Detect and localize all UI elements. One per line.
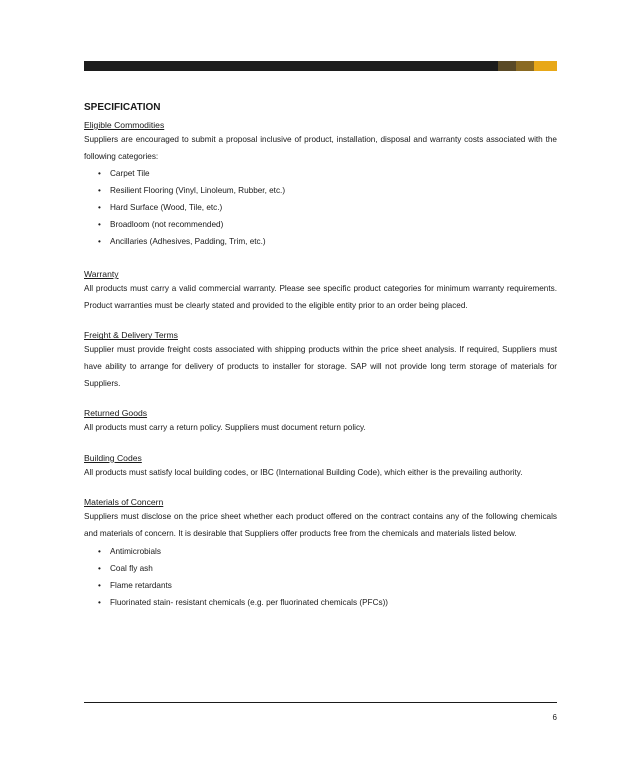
list-item: • Fluorinated stain- resistant chemicals (e.g. per fluorinated chemicals (PFCs)): [110, 594, 557, 611]
section-text: All products must carry a valid commercial warranty. Please see specific product categories for minimum warranty requirements. Product warranties must be clearly stated and provided to the eligible entity prior to an order being placed.: [84, 284, 557, 310]
footer-rule: [84, 702, 557, 703]
section-heading: Building Codes: [84, 452, 142, 463]
section-materials-of-concern: [84, 496, 557, 610]
section-heading: Warranty: [84, 269, 119, 280]
materials-list: [84, 543, 557, 611]
page-content: [84, 101, 557, 611]
page-number: 6: [552, 713, 557, 722]
section-text: Suppliers must disclose on the price sheet whether each product offered on the contract contains any of the following chemicals and materials of concern. It is desirable that Suppliers offer products free from the chemicals and materials listed below.: [84, 512, 557, 538]
section-text: All products must carry a return policy. Suppliers must document return policy.: [84, 423, 366, 433]
header-accent-dark: [498, 61, 516, 71]
section-building-codes: [84, 452, 557, 482]
section-freight-delivery: [84, 329, 557, 392]
section-warranty: [84, 268, 557, 314]
list-item: • Carpet Tile: [110, 165, 557, 182]
list-item: • Antimicrobials: [110, 543, 557, 560]
section-text: All products must satisfy local building codes, or IBC (International Building Code), which either is the prevailing authority.: [84, 467, 523, 477]
page-title: SPECIFICATION: [84, 102, 161, 113]
list-item: • Coal fly ash: [110, 560, 557, 577]
section-text: Suppliers are encouraged to submit a proposal inclusive of product, installation, disposal and warranty costs associated with the following categories:: [84, 135, 557, 161]
section-text: Supplier must provide freight costs associated with shipping products within the price sheet analysis. If required, Suppliers must have ability to arrange for delivery of products to installer for storage. SAP will not provide long term storage of materials for Suppliers.: [84, 345, 557, 388]
section-heading: Materials of Concern: [84, 497, 164, 508]
list-item: • Broadloom (not recommended): [110, 216, 557, 233]
list-item: • Flame retardants: [110, 577, 557, 594]
section-returned-goods: [84, 407, 557, 437]
header-accent-mid: [516, 61, 534, 71]
list-item: • Resilient Flooring (Vinyl, Linoleum, Rubber, etc.): [110, 182, 557, 199]
commodity-list: [84, 165, 557, 250]
section-eligible-commodities: [84, 119, 557, 250]
section-heading: Eligible Commodities: [84, 120, 165, 130]
section-heading: Returned Goods: [84, 408, 148, 419]
header-accent-gold: [534, 61, 557, 71]
list-item: • Hard Surface (Wood, Tile, etc.): [110, 199, 557, 216]
header-bar: [84, 61, 557, 71]
list-item: • Ancillaries (Adhesives, Padding, Trim, etc.): [110, 233, 557, 250]
section-heading: Freight & Delivery Terms: [84, 330, 178, 341]
